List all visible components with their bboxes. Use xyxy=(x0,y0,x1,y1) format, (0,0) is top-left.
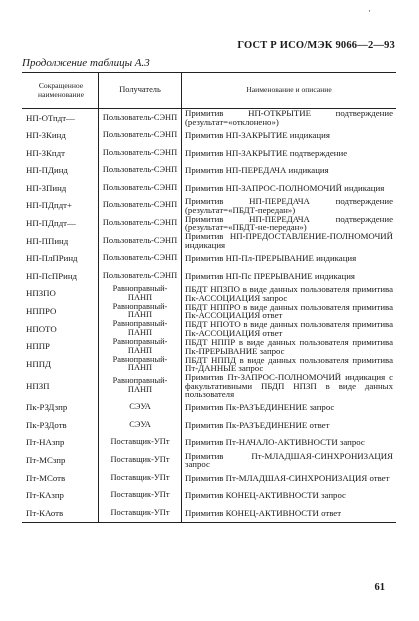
abbreviation-cell: НППД xyxy=(26,358,52,369)
recipient-cell: Пользователь-СЭНП xyxy=(99,215,182,233)
column-header-abbreviation: Сокращенное наименование xyxy=(22,73,99,109)
recipient-cell: Поставщик-УПт xyxy=(99,469,182,487)
recipient-cell: Поставщик-УПт xyxy=(99,434,182,452)
abbreviation-cell: Пт-КАотв xyxy=(26,507,64,518)
abbreviation-cell: Пт-КАзпр xyxy=(26,490,64,501)
table-row xyxy=(22,487,396,505)
abbreviation-cell: НП-ПсПРинд xyxy=(26,270,78,281)
table-header-row xyxy=(22,73,396,109)
scan-mark: · xyxy=(368,6,371,16)
table-body xyxy=(22,109,396,523)
recipient-cell: Пользователь-СЭНП xyxy=(99,250,182,268)
table-row xyxy=(22,469,396,487)
table-row xyxy=(22,285,396,303)
abbreviation-cell: НПЗП xyxy=(26,380,50,391)
table-row xyxy=(22,399,396,417)
abbreviation-cell: НППР xyxy=(26,341,50,352)
description-cell: Примитив НП-ОТКРЫТИЕ подтверждение (результат=«отклонено») xyxy=(182,109,397,127)
recipient-cell: Равноправный-ПАНП xyxy=(99,320,182,338)
abbreviation-cell: Пт-МСзпр xyxy=(26,454,66,465)
recipient-cell: Пользователь-СЭНП xyxy=(99,197,182,215)
abbreviation-cell: Пк-РЗДзпр xyxy=(26,402,68,413)
description-cell: Примитив НП-Пл-ПРЕРЫВАНИЕ индикация xyxy=(182,250,397,268)
table-row xyxy=(22,197,396,215)
table-row xyxy=(22,320,396,338)
recipient-cell: Равноправный-ПАНП xyxy=(99,338,182,356)
column-header-recipient: Получатель xyxy=(99,73,182,109)
recipient-cell: Равноправный-ПАНП xyxy=(99,285,182,303)
table-row xyxy=(22,355,396,373)
abbreviation-cell: НП-ПДпдт+ xyxy=(26,200,72,211)
description-cell: Примитив КОНЕЦ-АКТИВНОСТИ ответ xyxy=(182,504,397,522)
description-cell: Примитив НП-ЗАПРОС-ПОЛНОМОЧИЙ индикация xyxy=(182,179,397,197)
description-cell: ПБДТ НПЗПО в виде данных пользователя примитива Пк-АССОЦИАЦИЯ запрос xyxy=(182,285,397,303)
abbreviation-cell: НП-ПДпдт— xyxy=(26,218,76,229)
recipient-cell: Пользователь-СЭНП xyxy=(99,162,182,180)
abbreviation-cell: НП-ПлПРинд xyxy=(26,253,78,264)
abbreviation-cell: НП-ППинд xyxy=(26,235,69,246)
recipient-cell: СЭУА xyxy=(99,399,182,417)
standard-header: ГОСТ Р ИСО/МЭК 9066—2—93 xyxy=(237,40,395,51)
page-number: 61 xyxy=(374,582,385,593)
table-row xyxy=(22,338,396,356)
description-cell: Примитив НП-Пс ПРЕРЫВАНИЕ индикация xyxy=(182,267,397,285)
abbreviation-cell: НПЗПО xyxy=(26,288,56,299)
description-cell: Примитив НП-ПЕРЕДАЧА подтверждение (результат=«ПБДТ-не-передан») xyxy=(182,215,397,233)
recipient-cell: Пользователь-СЭНП xyxy=(99,127,182,145)
description-cell: Примитив Пт-НАЧАЛО-АКТИВНОСТИ запрос xyxy=(182,434,397,452)
table-row xyxy=(22,144,396,162)
abbreviation-cell: НП-ЗКпдт xyxy=(26,147,65,158)
description-cell: ПБДТ НПОТО в виде данных пользователя примитива Пк-АССОЦИАЦИЯ ответ xyxy=(182,320,397,338)
recipient-cell: Равноправный-ПАНП xyxy=(99,355,182,373)
table-row xyxy=(22,303,396,321)
recipient-cell: Поставщик-УПт xyxy=(99,504,182,522)
description-cell: ПБДТ НППР в виде данных пользователя примитива Пк-ПРЕРЫВАНИЕ запрос xyxy=(182,338,397,356)
table-row xyxy=(22,267,396,285)
column-header-description: Наименование и описание xyxy=(182,73,397,109)
description-cell: Примитив Пк-РАЗЪЕДИНЕНИЕ ответ xyxy=(182,416,397,434)
abbreviation-cell: НП-ЗКинд xyxy=(26,130,66,141)
description-cell: Примитив Пт-МЛАДШАЯ-СИНХРОНИЗАЦИЯ ответ xyxy=(182,469,397,487)
recipient-cell: Пользователь-СЭНП xyxy=(99,179,182,197)
recipient-cell: Поставщик-УПт xyxy=(99,451,182,469)
table-row xyxy=(22,109,396,127)
abbreviation-cell: НП-ЗПинд xyxy=(26,182,67,193)
abbreviation-cell: НПОТО xyxy=(26,323,57,334)
description-cell: Примитив Пт-ЗАПРОС-ПОЛНОМОЧИЙ индикация с факультативными ПБДП НПЗП в виде данных пользователя xyxy=(182,373,397,399)
table-row xyxy=(22,434,396,452)
description-cell: Примитив НП-ЗАКРЫТИЕ подтверждение xyxy=(182,144,397,162)
table-row xyxy=(22,179,396,197)
abbreviation-cell: Пт-МСотв xyxy=(26,472,66,483)
table-row xyxy=(22,162,396,180)
recipient-cell: Пользователь-СЭНП xyxy=(99,144,182,162)
description-cell: Примитив НП-ПРЕДОСТАВЛЕНИЕ-ПОЛНОМОЧИЙ индикация xyxy=(182,232,397,250)
description-cell: Примитив НП-ПЕРЕДАЧА индикация xyxy=(182,162,397,180)
recipient-cell: Поставщик-УПт xyxy=(99,487,182,505)
table-row xyxy=(22,451,396,469)
description-cell: ПБДТ НППРО в виде данных пользователя примитива Пк-АССОЦИАЦИЯ ответ xyxy=(182,303,397,321)
recipient-cell: Равноправный-ПАНП xyxy=(99,373,182,399)
recipient-cell: Равноправный-ПАНП xyxy=(99,303,182,321)
description-cell: Примитив Пк-РАЗЪЕДИНЕНИЕ запрос xyxy=(182,399,397,417)
recipient-cell: Пользователь-СЭНП xyxy=(99,109,182,127)
table-row xyxy=(22,127,396,145)
description-cell: Примитив НП-ПЕРЕДАЧА подтверждение (результат=«ПБДТ-передан») xyxy=(182,197,397,215)
recipient-cell: Пользователь-СЭНП xyxy=(99,267,182,285)
table-row xyxy=(22,504,396,522)
abbreviation-cell: НП-ОТпдт— xyxy=(26,112,75,123)
table-caption: Продолжение таблицы А.3 xyxy=(22,57,150,69)
description-cell: Примитив Пт-МЛАДШАЯ-СИНХРОНИЗАЦИЯ запрос xyxy=(182,451,397,469)
table-row xyxy=(22,416,396,434)
abbreviation-cell: НППРО xyxy=(26,306,57,317)
abbreviation-cell: Пт-НАзпр xyxy=(26,437,65,448)
abbreviation-cell: НП-ПДинд xyxy=(26,165,68,176)
recipient-cell: Пользователь-СЭНП xyxy=(99,232,182,250)
table-row xyxy=(22,373,396,399)
recipient-cell: СЭУА xyxy=(99,416,182,434)
abbreviation-cell: Пк-РЗДотв xyxy=(26,419,67,430)
abbreviations-table xyxy=(22,72,396,523)
table-row xyxy=(22,215,396,233)
description-cell: ПБДТ НППД в виде данных пользователя примитива Пт-ДАННЫЕ запрос xyxy=(182,355,397,373)
description-cell: Примитив КОНЕЦ-АКТИВНОСТИ запрос xyxy=(182,487,397,505)
table-row xyxy=(22,250,396,268)
description-cell: Примитив НП-ЗАКРЫТИЕ индикация xyxy=(182,127,397,145)
table-row xyxy=(22,232,396,250)
